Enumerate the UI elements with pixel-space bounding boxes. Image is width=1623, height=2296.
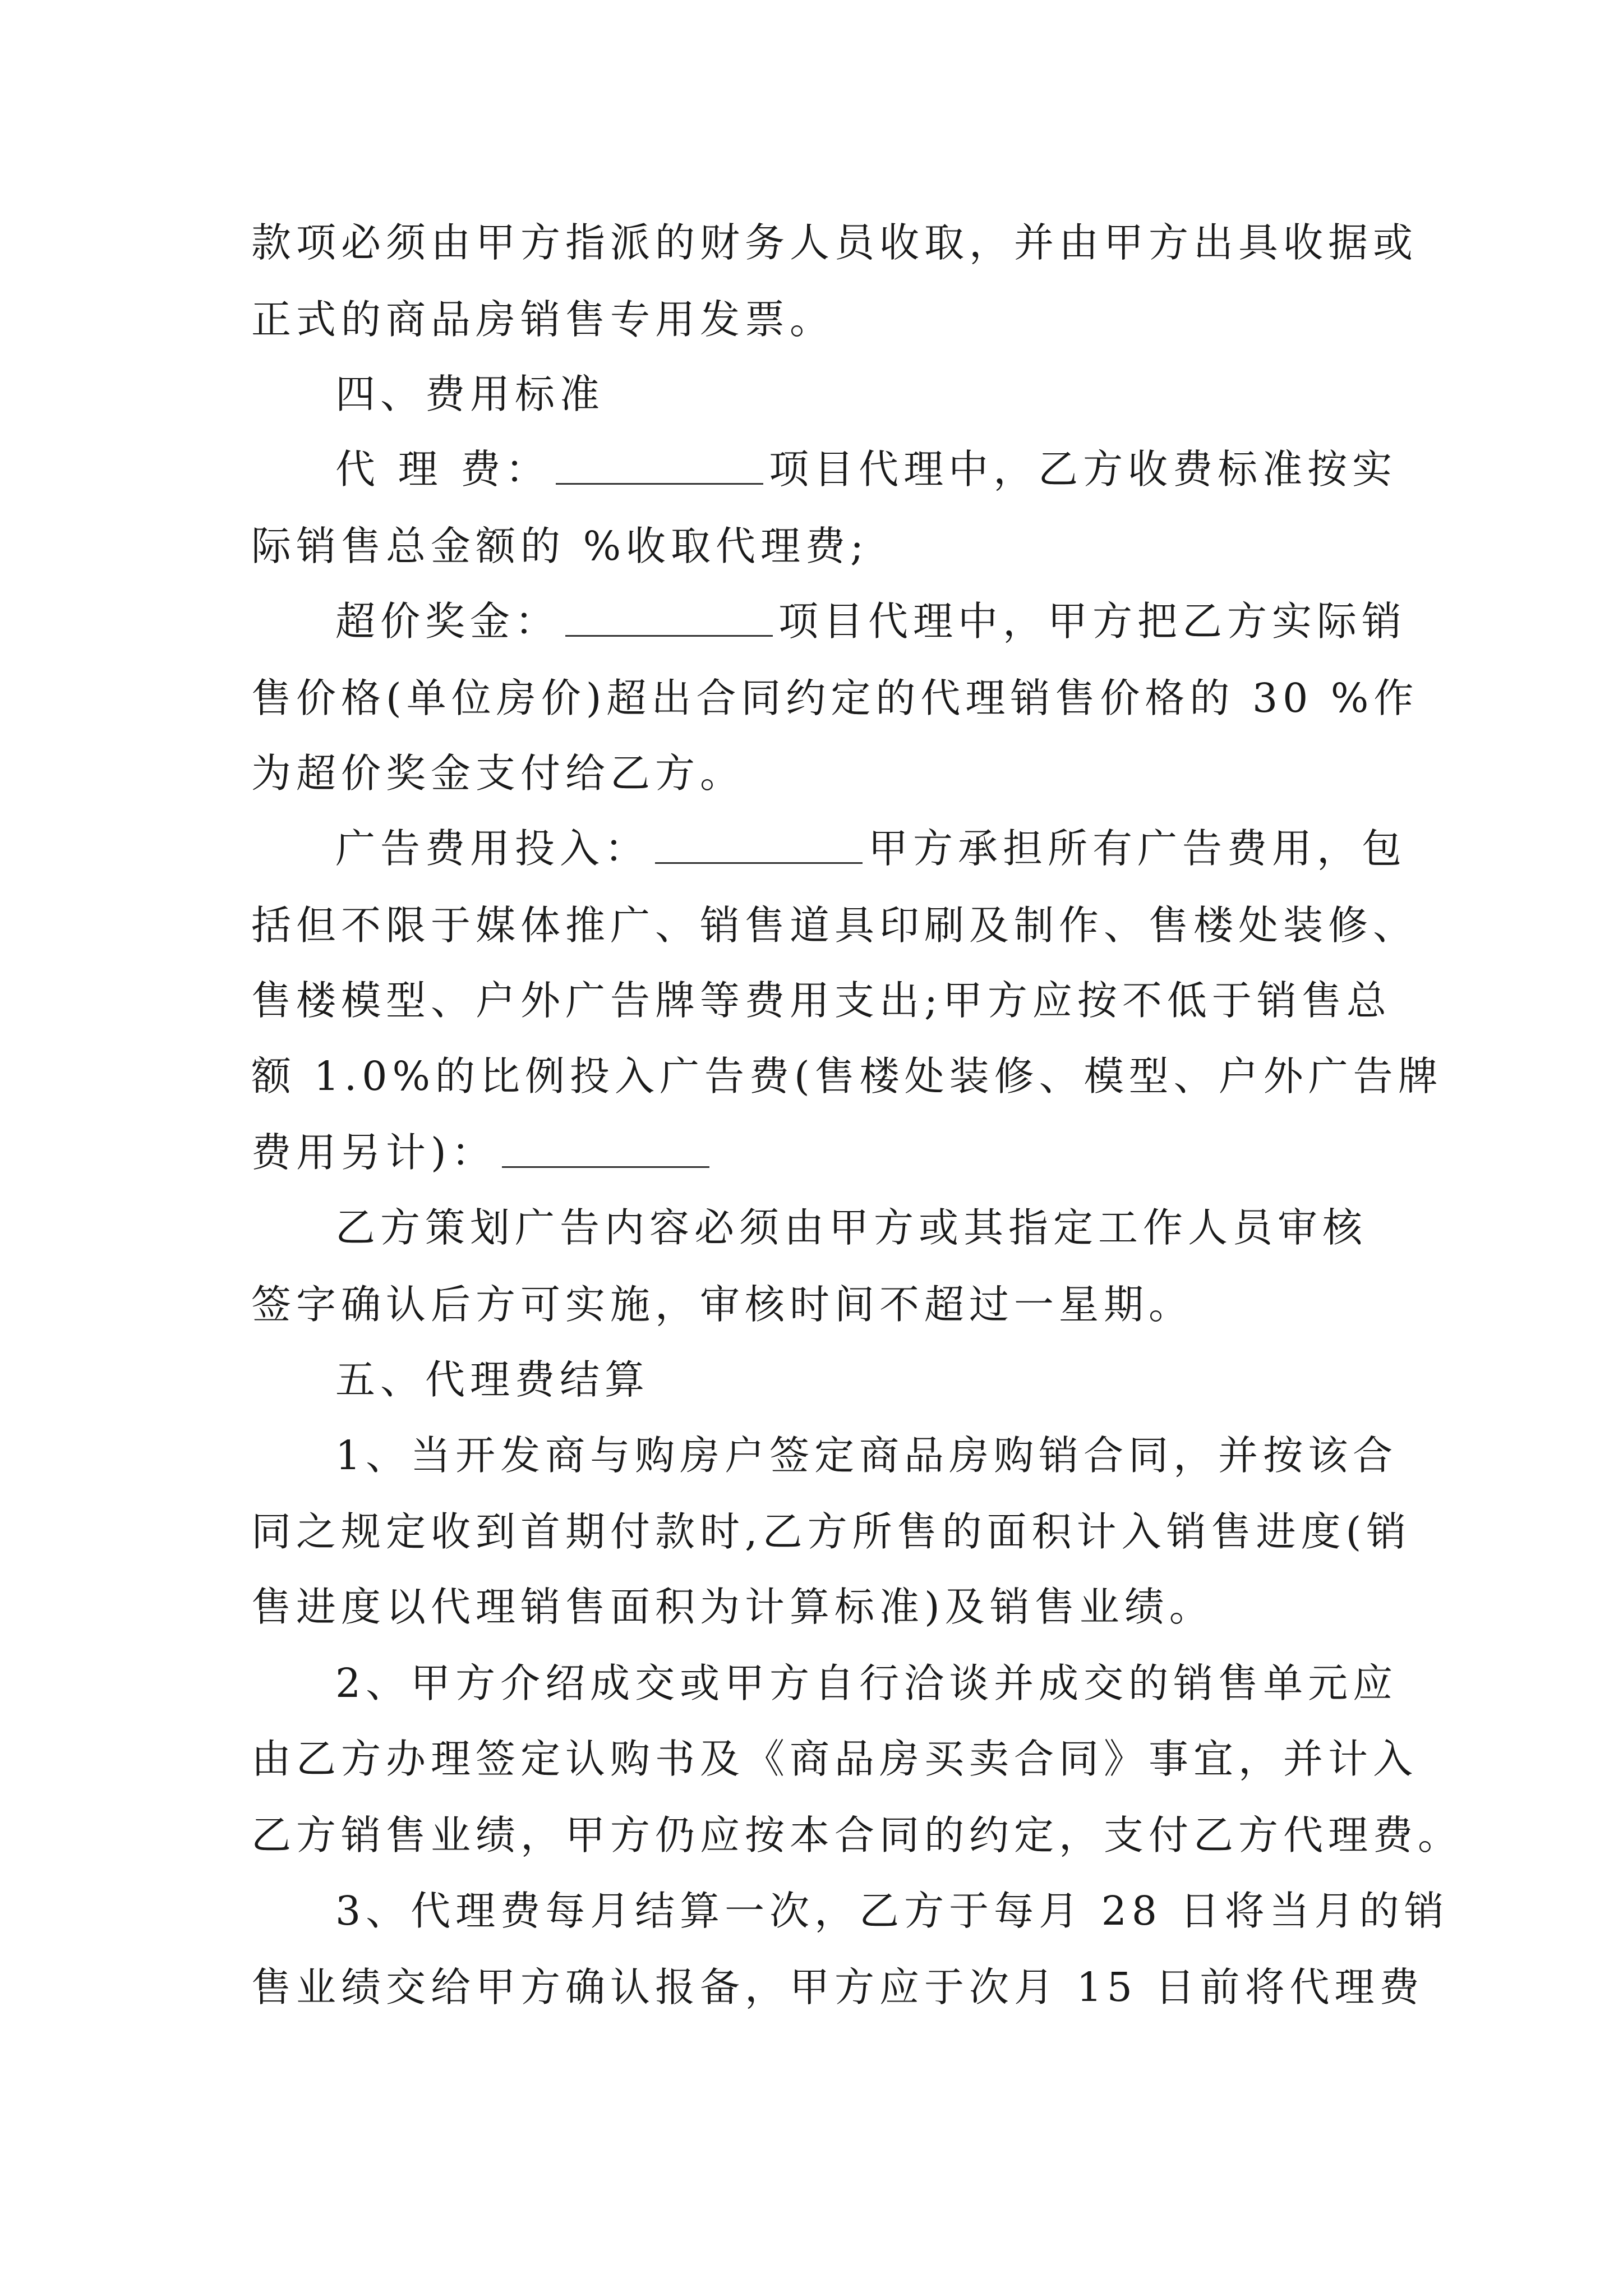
paragraph-line bbox=[335, 818, 1407, 880]
field-label: 广告费用投入： bbox=[335, 825, 650, 872]
paragraph-line: 乙方销售业绩，甲方仍应按本合同的约定，支付乙方代理费。 bbox=[251, 1812, 1463, 1858]
paragraph-line: 3、代理费每月结算一次，乙方于每月 28 日将当月的销 bbox=[335, 1888, 1449, 1934]
paragraph-line bbox=[251, 1122, 1378, 1184]
field-label: 超价奖金： bbox=[335, 598, 560, 645]
paragraph-line bbox=[335, 439, 1398, 500]
paragraph-line: 正式的商品房销售专用发票。 bbox=[251, 296, 835, 343]
paragraph-line: 售楼模型、户外广告牌等费用支出;甲方应按不低于销售总 bbox=[251, 977, 1391, 1024]
fill-in-blank bbox=[556, 481, 763, 485]
field-text: 项目代理中，乙方收费标准按实 bbox=[769, 446, 1398, 493]
paragraph-line: 由乙方办理签定认购书及《商品房买卖合同》事宜，并计入 bbox=[251, 1736, 1418, 1782]
paragraph-line: 签字确认后方可实施，审核时间不超过一星期。 bbox=[251, 1281, 1194, 1328]
paragraph-line: 款项必须由甲方指派的财务人员收取，并由甲方出具收据或 bbox=[251, 219, 1418, 266]
field-text: 甲方承担所有广告费用，包 bbox=[868, 825, 1407, 872]
field-label: 代 理 费： bbox=[335, 446, 551, 493]
section-heading: 四、费用标准 bbox=[335, 371, 605, 417]
paragraph-line: 同之规定收到首期付款时,乙方所售的面积计入销售进度(销 bbox=[251, 1508, 1412, 1555]
paragraph-line: 售价格(单位房价)超出合同约定的代理销售价格的 30 %作 bbox=[251, 675, 1419, 721]
paragraph-line: 售进度以代理销售面积为计算标准)及销售业绩。 bbox=[251, 1584, 1214, 1630]
paragraph-line bbox=[335, 591, 1407, 652]
paragraph-line: 售业绩交给甲方确认报备，甲方应于次月 15 日前将代理费 bbox=[251, 1964, 1424, 2010]
fill-in-blank bbox=[655, 860, 863, 864]
paragraph-line: 括但不限于媒体推广、销售道具印刷及制作、售楼处装修、 bbox=[251, 902, 1418, 949]
field-label: 费用另计)： bbox=[251, 1129, 496, 1176]
paragraph-line: 乙方策划广告内容必须由甲方或其指定工作人员审核 bbox=[335, 1204, 1368, 1251]
paragraph-line: 1、当开发商与购房户签定商品房购销合同，并按该合 bbox=[335, 1432, 1398, 1479]
fill-in-blank bbox=[502, 1164, 709, 1168]
paragraph-line: 额 1.0%的比例投入广告费(售楼处装修、模型、户外广告牌 bbox=[251, 1053, 1443, 1099]
paragraph-line: 2、甲方介绍成交或甲方自行洽谈并成交的销售单元应 bbox=[335, 1660, 1398, 1706]
field-text: 项目代理中，甲方把乙方实际销 bbox=[778, 598, 1407, 645]
fill-in-blank bbox=[565, 633, 773, 637]
section-heading: 五、代理费结算 bbox=[335, 1356, 650, 1403]
paragraph-line: 际销售总金额的 %收取代理费; bbox=[251, 523, 869, 569]
paragraph-line: 为超价奖金支付给乙方。 bbox=[251, 750, 745, 797]
